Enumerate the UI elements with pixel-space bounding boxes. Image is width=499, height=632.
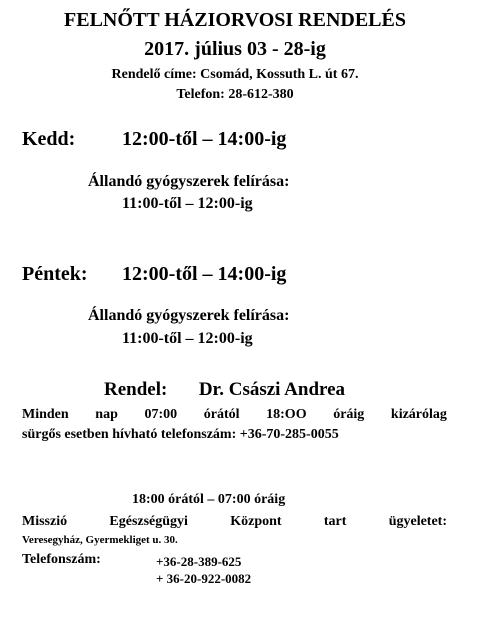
doctor-label: Rendel:	[104, 379, 168, 400]
tuesday-hours: 12:00-től – 14:00-ig	[122, 128, 287, 150]
word: órától	[203, 407, 240, 422]
word: 18:OO	[266, 407, 307, 422]
duty-address: Veresegyház, Gyermekliget u. 30.	[22, 534, 178, 546]
office-phone: Telefon: 28-612-380	[176, 87, 294, 102]
word: nap	[95, 407, 118, 422]
emergency-info	[22, 405, 447, 445]
tuesday-label: Kedd:	[22, 128, 76, 150]
tuesday-prescription-hours: 11:00-től – 12:00-ig	[122, 195, 253, 212]
friday-label: Péntek:	[22, 263, 88, 285]
doctor-line	[104, 378, 345, 402]
friday-hours: 12:00-től – 14:00-ig	[122, 263, 287, 285]
word: 07:00	[144, 407, 178, 422]
date-range: 2017. július 03 - 28-ig	[144, 38, 326, 60]
word: Minden	[22, 407, 69, 422]
duty-line-1	[22, 512, 447, 532]
word: Misszió	[22, 514, 68, 529]
friday-prescription-label: Állandó gyógyszerek felírása:	[88, 307, 290, 324]
emergency-line-2: sürgős esetben hívható telefonszám: +36-70-285-0055	[22, 427, 339, 442]
page-title: FELNŐTT HÁZIORVOSI RENDELÉS	[64, 9, 406, 31]
word: óráig	[333, 407, 365, 422]
tuesday-prescription-label: Állandó gyógyszerek felírása:	[88, 173, 290, 190]
duty-info	[22, 512, 447, 532]
duty-hours: 18:00 órától – 07:00 óráig	[132, 492, 286, 507]
duty-phone-label: Telefonszám:	[22, 552, 101, 567]
duty-phone-1: +36-28-389-625	[156, 554, 242, 569]
friday-schedule	[22, 262, 422, 286]
doctor-name: Dr. Császi Andrea	[198, 379, 346, 400]
word: Egészségügyi	[109, 514, 188, 529]
word: ügyeletet:	[388, 514, 447, 529]
word: Központ	[230, 514, 282, 529]
word: tart	[323, 514, 347, 529]
emergency-line-1	[22, 405, 447, 425]
friday-prescription-hours: 11:00-től – 12:00-ig	[122, 330, 253, 347]
duty-phone-2: + 36-20-922-0082	[156, 571, 252, 586]
tuesday-schedule	[22, 127, 422, 151]
word: kizárólag	[390, 407, 447, 422]
office-address: Rendelő címe: Csomád, Kossuth L. út 67.	[111, 67, 359, 82]
